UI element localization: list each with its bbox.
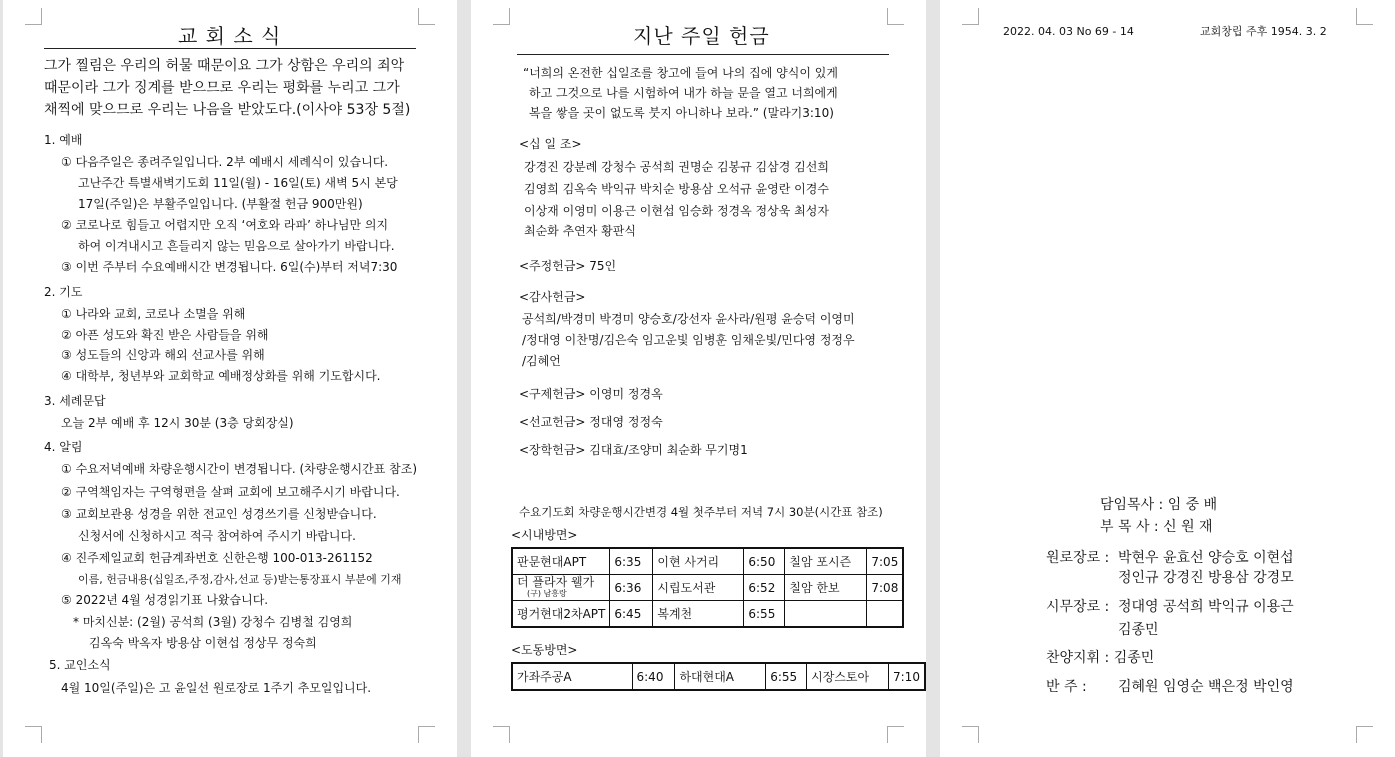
section-heading: 4. 알림 — [44, 440, 83, 454]
stop-time: 6:52 — [744, 575, 785, 601]
schedule-row — [512, 601, 903, 628]
donor-line: /김혜언 — [522, 354, 561, 368]
crop-mark — [25, 726, 42, 743]
issue-date: 2022. 04. 03 No 69 - 14 — [1003, 25, 1134, 38]
verse-line: 하고 그것으로 나를 시험하여 내가 하늘 문을 열고 너희에게 — [529, 86, 838, 100]
active-elders-line: 정대영 공석희 박익규 이용근 — [1118, 599, 1294, 615]
elders-line: 정인규 강경진 방용삼 강경모 — [1118, 570, 1294, 586]
crop-mark — [962, 8, 979, 25]
notice-item: ① 다음주일은 종려주일입니다. 2부 예배시 세례식이 있습니다. — [61, 155, 389, 169]
dong-route-table — [511, 662, 926, 691]
notice-item: ② 코로나로 힘들고 어렵지만 오직 ‘여호와 라파’ 하나님만 의지 — [61, 218, 389, 232]
donor-line: 강경진 강분례 강청수 공석희 권명순 김봉규 김삼경 김선희 — [524, 160, 829, 174]
accompanist-label: 반 주 : — [1046, 679, 1087, 695]
stop-name — [785, 601, 867, 628]
notice-item: 4월 10일(주일)은 고 윤일선 원로장로 1주기 추모일입니다. — [61, 681, 372, 695]
crop-mark — [493, 8, 510, 25]
crop-mark — [1356, 726, 1373, 743]
notice-item: 하여 이겨내시고 흔들리지 않는 믿음으로 살아가기 바랍니다. — [78, 239, 395, 253]
notice-item: 고난주간 특별새벽기도회 11일(월) - 16일(토) 새벽 5시 본당 — [78, 176, 398, 190]
route-label: <도동방면> — [511, 643, 578, 657]
notice-item: ② 구역책임자는 구역형편을 살펴 교회에 보고해주시기 바랍니다. — [61, 485, 400, 499]
notice-item: ① 수요저녁예배 차량운행시간이 변경됩니다. (차량운행시간표 참조) — [61, 462, 417, 476]
crop-mark — [962, 726, 979, 743]
prayer-item: ② 아픈 성도와 확진 받은 사람들을 위해 — [61, 328, 269, 342]
page-title: 지난 주일 헌금 — [633, 24, 770, 48]
notice-item: * 마치신분: (2월) 공석희 (3월) 강청수 김병철 김영희 — [73, 615, 353, 629]
crop-mark — [887, 726, 904, 743]
notice-item: ④ 진주제일교회 헌금계좌번호 신한은행 100-013-261152 — [61, 551, 373, 565]
crop-mark — [493, 726, 510, 743]
prayer-item: ① 나라와 교회, 코로나 소멸을 위해 — [61, 307, 246, 321]
page-right — [940, 0, 1395, 757]
stop-name: 칠암 한보 — [785, 575, 867, 601]
notice-item: 이름, 헌금내용(십일조,주정,감사,선교 등)받는통장표시 부분에 기재 — [78, 573, 402, 586]
verse-line: 그가 찔림은 우리의 허물 때문이요 그가 상함은 우리의 죄악 — [44, 58, 405, 74]
stop-name-former: (구) 남흥랑 — [527, 588, 567, 598]
donor-line: 김영희 김옥숙 박익규 박치순 방용삼 오석규 윤영란 이경수 — [524, 182, 829, 196]
stop-name: 칠암 포시즌 — [785, 548, 867, 575]
crop-mark — [25, 8, 42, 25]
title-rule — [44, 48, 416, 49]
notice-item: ⑤ 2022년 4월 성경읽기표 나왔습니다. — [61, 593, 269, 607]
donor-line: /정대영 이찬명/김은숙 임고운빛 임병훈 임채운빛/민다영 정정우 — [522, 333, 855, 347]
stop-name: 복계천 — [653, 601, 744, 628]
crop-mark — [887, 8, 904, 25]
founding-date: 교회창립 주후 1954. 3. 2 — [1200, 25, 1327, 38]
stop-time — [867, 601, 903, 628]
verse-line: 채찍에 맞으므로 우리는 나음을 받았도다.(이사야 53장 5절) — [44, 102, 411, 118]
stop-name: 하대현대A — [675, 663, 766, 690]
crop-mark — [1356, 8, 1373, 25]
stop-name: 시장스토아 — [807, 663, 889, 690]
stop-time: 6:35 — [610, 548, 653, 575]
stop-time: 6:50 — [744, 548, 785, 575]
notice-item: 17일(주일)은 부활주일입니다. (부활절 헌금 900만원) — [78, 197, 363, 211]
bus-schedule-title: 수요기도회 차량운행시간변경 4월 첫주부터 저녁 7시 30분(시간표 참조) — [519, 505, 883, 519]
prayer-item: ③ 성도들의 신앙과 해외 선교사를 위해 — [61, 348, 265, 362]
schedule-row — [512, 548, 903, 575]
schedule-row — [512, 663, 925, 690]
stop-name: 판문현대APT — [512, 548, 610, 575]
crop-mark — [418, 726, 435, 743]
page-middle — [471, 0, 926, 757]
offering-label: <구제헌금> 이영미 정경옥 — [519, 387, 663, 401]
senior-pastor: 담임목사 : 임 중 배 — [1100, 497, 1218, 513]
city-route-table — [511, 547, 904, 628]
stop-name — [512, 575, 610, 601]
verse-line: “너희의 온전한 십일조를 창고에 들여 나의 집에 양식이 있게 — [523, 66, 838, 80]
offering-label: <장학헌금> 김대효/조양미 최순화 무기명1 — [519, 443, 748, 457]
page-left — [3, 0, 457, 757]
route-label: <시내방면> — [511, 528, 578, 542]
stop-name: 가좌주공A — [512, 663, 632, 690]
stop-time: 7:05 — [867, 548, 903, 575]
notice-item: ③ 교회보관용 성경을 위한 전교인 성경쓰기를 신청받습니다. — [61, 507, 377, 521]
stop-time: 7:08 — [867, 575, 903, 601]
stop-time: 6:36 — [610, 575, 653, 601]
stop-time: 6:40 — [632, 663, 675, 690]
offering-label: <주정헌금> 75인 — [519, 259, 617, 273]
donor-line: 공석희/박경미 박경미 양승호/강선자 윤사라/원평 윤승덕 이영미 — [522, 312, 855, 326]
elders-line: 박현우 윤효선 양승호 이현섭 — [1118, 550, 1294, 566]
notice-item: 오늘 2부 예배 후 12시 30분 (3층 당회장실) — [61, 416, 294, 430]
stop-name: 이현 사거리 — [653, 548, 744, 575]
section-heading: 3. 세례문답 — [44, 394, 106, 408]
stop-name: 평거현대2차APT — [512, 601, 610, 628]
donor-line: 이상재 이영미 이용근 이현섭 임승화 정경옥 정상욱 최성자 — [524, 204, 829, 218]
verse-line: 때문이라 그가 징계를 받으므로 우리는 평화를 누리고 그가 — [44, 80, 400, 96]
page-title: 교 회 소 식 — [178, 24, 282, 48]
stop-name: 시립도서관 — [653, 575, 744, 601]
notice-item: ③ 이번 주부터 수요예배시간 변경됩니다. 6일(수)부터 저녁7:30 — [61, 260, 398, 274]
verse-line: 복을 쌓을 곳이 없도록 붓지 아니하나 보라.” (말라기3:10) — [529, 106, 834, 120]
section-heading: 1. 예배 — [44, 133, 83, 147]
active-elders-line: 김종민 — [1118, 622, 1159, 638]
crop-mark — [418, 8, 435, 25]
prayer-item: ④ 대학부, 청년부와 교회학교 예배정상화를 위해 기도합시다. — [61, 369, 381, 383]
offering-label: <감사헌금> — [519, 290, 586, 304]
section-heading: 2. 기도 — [44, 285, 83, 299]
active-elders-label: 시무장로 : — [1046, 599, 1110, 615]
section-heading: 5. 교인소식 — [49, 658, 111, 672]
choir-director: 찬양지휘 : 김종민 — [1046, 650, 1155, 666]
associate-pastor: 부 목 사 : 신 원 재 — [1100, 519, 1213, 535]
schedule-row — [512, 575, 903, 601]
accompanists: 김혜원 임영순 백은정 박인영 — [1118, 679, 1294, 695]
title-rule — [517, 54, 889, 55]
stop-time: 6:45 — [610, 601, 653, 628]
notice-item: 신청서에 신청하시고 적극 참여하여 주시기 바랍니다. — [78, 529, 356, 543]
stop-time: 6:55 — [766, 663, 807, 690]
offering-label: <십 일 조> — [519, 137, 582, 151]
notice-item: 김옥숙 박옥자 방용삼 이현섭 정상무 정숙희 — [89, 636, 317, 650]
stop-time: 7:10 — [889, 663, 926, 690]
stop-name-main: 더 플라자 웰가 — [517, 574, 595, 589]
offering-label: <선교헌금> 정대영 정정숙 — [519, 415, 663, 429]
elders-label: 원로장로 : — [1046, 550, 1110, 566]
stop-time: 6:55 — [744, 601, 785, 628]
donor-line: 최순화 추연자 황판식 — [524, 224, 636, 238]
